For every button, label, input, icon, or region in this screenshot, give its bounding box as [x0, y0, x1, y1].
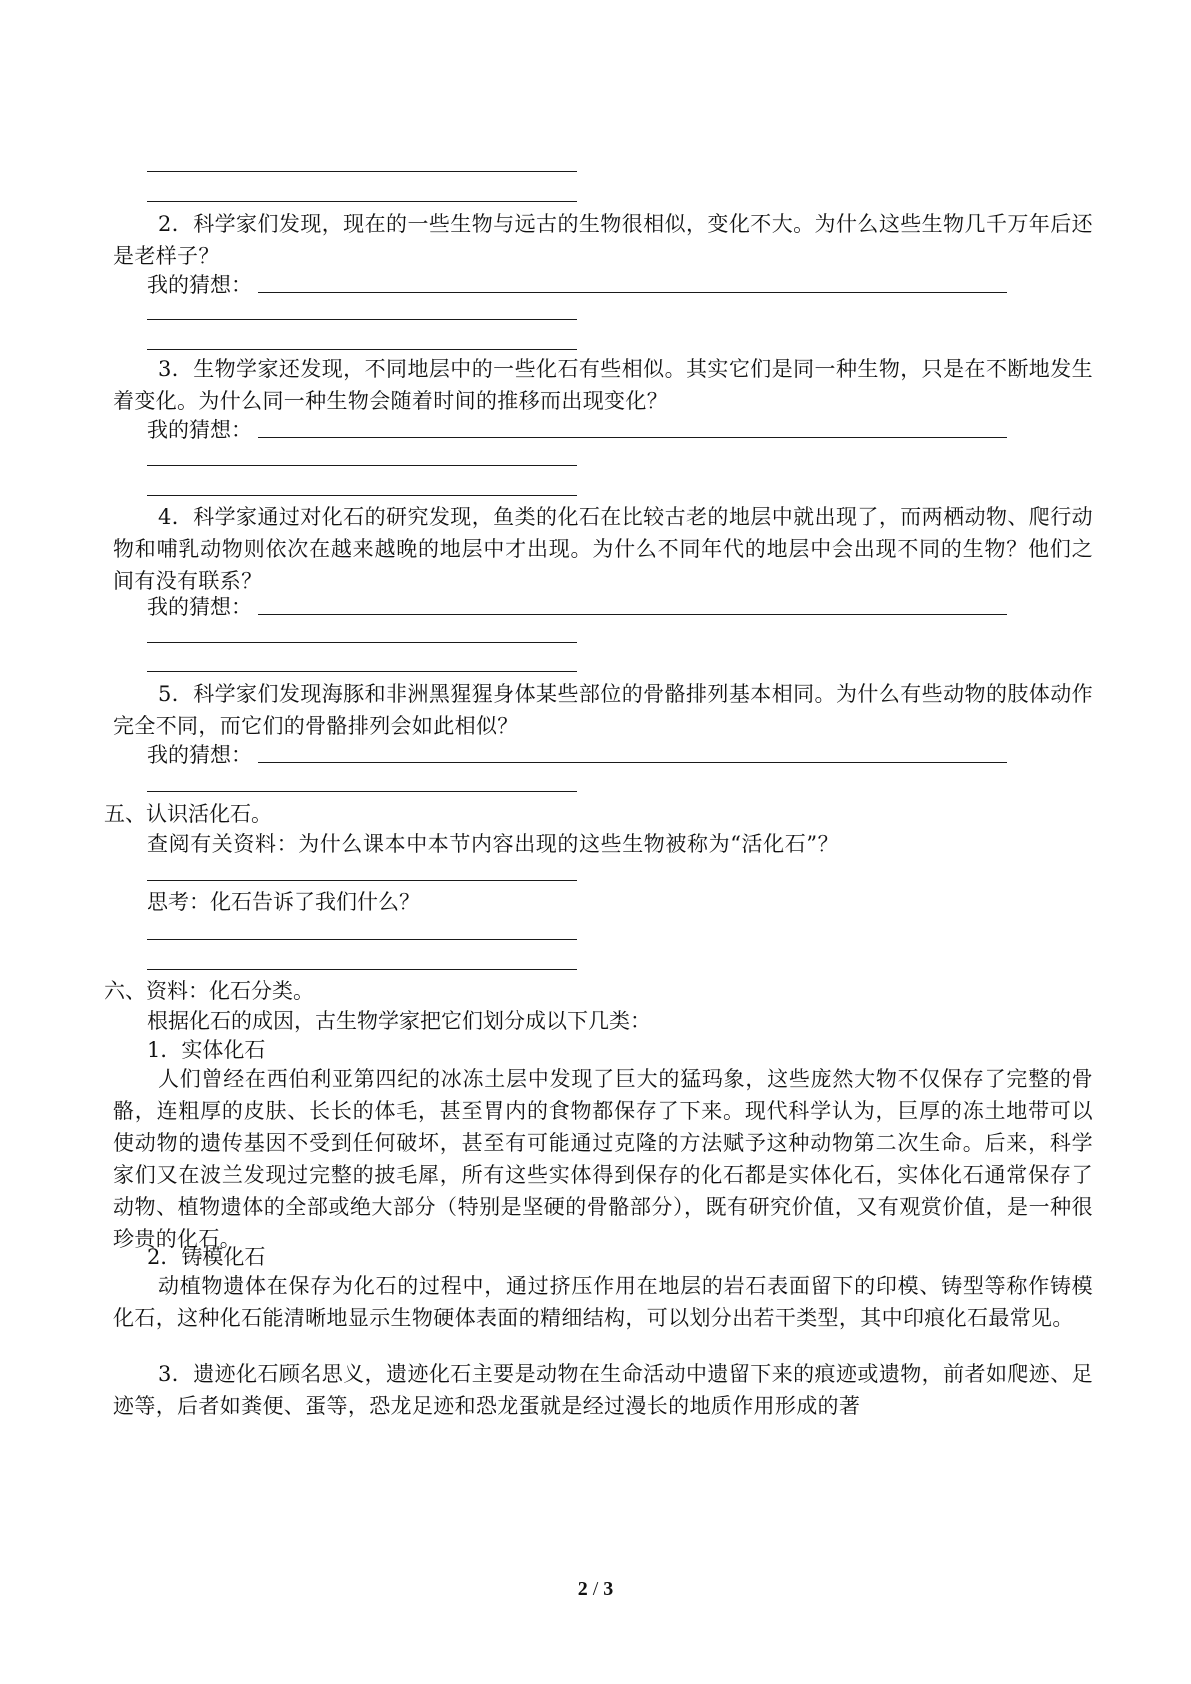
- answer-line: [147, 495, 577, 496]
- question-2: 2．科学家们发现，现在的一些生物与远古的生物很相似，变化不大。为什么这些生物几千万年后还是老样子？: [113, 212, 1093, 268]
- section-6-heading: 六、资料：化石分类。: [104, 979, 314, 1003]
- section-5-prompt-2: 思考：化石告诉了我们什么？: [147, 890, 420, 914]
- guess-label: 我的猜想：: [147, 743, 252, 767]
- guess-label: 我的猜想：: [147, 595, 252, 619]
- subsection-1-text: 人们曾经在西伯利亚第四纪的冰冻土层中发现了巨大的猛玛象，这些庞然大物不仅保存了完整的骨骼，连粗厚的皮肤、长长的体毛，甚至胃内的食物都保存了下来。现代科学认为，巨厚的冻土地带可以使动物的遗传基因不受到任何破坏，甚至有可能通过克隆的方法赋予这种动物第二次生命。后来，科学家们又在波兰发现过完整的披毛犀，所有这些实体得到保存的化石都是实体化石，实体化石通常保存了动物、植物遗体的全部或绝大部分（特别是坚硬的骨骼部分），既有研究价值，又有观赏价值，是一种很珍贵的化石。: [113, 1067, 1093, 1251]
- answer-line: [258, 292, 1007, 293]
- answer-line: [147, 465, 577, 466]
- answer-line: [258, 614, 1007, 615]
- subsection-1-title: 1．实体化石: [147, 1038, 266, 1062]
- page-number: [0, 1578, 1191, 1601]
- answer-line: [147, 319, 577, 320]
- answer-line: [147, 880, 577, 881]
- subsection-2-text: 动植物遗体在保存为化石的过程中，通过挤压作用在地层的岩石表面留下的印模、铸型等称作铸模化石，这种化石能清晰地显示生物硬体表面的精细结构，可以划分出若干类型，其中印痕化石最常见。: [113, 1274, 1093, 1330]
- section-6-intro: 根据化石的成因，古生物学家把它们划分成以下几类：: [147, 1009, 651, 1033]
- page-current: 2: [577, 1578, 588, 1600]
- question-4: 4．科学家通过对化石的研究发现，鱼类的化石在比较古老的地层中就出现了，而两栖动物、爬行动物和哺乳动物则依次在越来越晚的地层中才出现。为什么不同年代的地层中会出现不同的生物？他们之间有没有联系？: [113, 505, 1093, 593]
- answer-line: [147, 349, 577, 350]
- answer-line: [147, 791, 577, 792]
- answer-line: [147, 671, 577, 672]
- answer-line: [147, 171, 577, 172]
- answer-line: [147, 939, 577, 940]
- answer-line: [147, 642, 577, 643]
- answer-line: [258, 762, 1007, 763]
- subsection-2-title: 2．铸模化石: [147, 1245, 266, 1269]
- page-total: 3: [603, 1578, 614, 1600]
- question-5: 5．科学家们发现海豚和非洲黑猩猩身体某些部位的骨骼排列基本相同。为什么有些动物的肢体动作完全不同，而它们的骨骼排列会如此相似？: [113, 682, 1093, 738]
- page-separator: /: [592, 1578, 599, 1600]
- guess-label: 我的猜想：: [147, 418, 252, 442]
- subsection-3-text: 3．遗迹化石顾名思义，遗迹化石主要是动物在生命活动中遗留下来的痕迹或遗物，前者如爬迹、足迹等，后者如粪便、蛋等，恐龙足迹和恐龙蛋就是经过漫长的地质作用形成的著: [113, 1362, 1093, 1418]
- section-5-heading: 五、认识活化石。: [104, 802, 272, 826]
- answer-line: [147, 201, 577, 202]
- answer-line: [258, 437, 1007, 438]
- answer-line: [147, 969, 577, 970]
- question-3: 3．生物学家还发现，不同地层中的一些化石有些相似。其实它们是同一种生物，只是在不断地发生着变化。为什么同一种生物会随着时间的推移而出现变化？: [113, 357, 1093, 413]
- guess-label: 我的猜想：: [147, 273, 252, 297]
- section-5-prompt-1: 查阅有关资料：为什么课本中本节内容出现的这些生物被称为“活化石”？: [147, 832, 840, 856]
